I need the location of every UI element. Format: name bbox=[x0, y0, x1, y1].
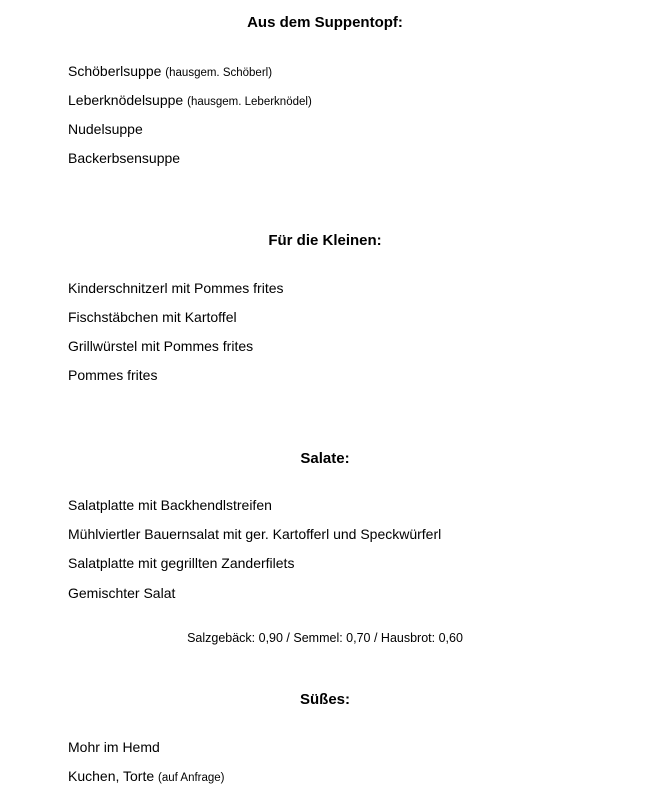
list-item bbox=[68, 584, 175, 602]
item-name: Mohr im Hemd bbox=[68, 739, 160, 755]
list-item bbox=[68, 149, 180, 167]
list-item bbox=[68, 767, 225, 787]
item-name: Mühlviertler Bauernsalat mit ger. Kartofferl und Speckwürferl bbox=[68, 526, 442, 542]
section-heading-desserts: Süßes: bbox=[299, 691, 350, 708]
item-name: Salatplatte mit Backhendlstreifen bbox=[68, 497, 272, 513]
item-name: Fischstäbchen mit Kartoffel bbox=[68, 309, 237, 325]
item-name: Backerbsensuppe bbox=[68, 150, 181, 166]
list-item bbox=[68, 554, 294, 572]
item-name: Pommes frites bbox=[68, 367, 158, 383]
item-name: Gemischter Salat bbox=[68, 585, 176, 601]
list-item bbox=[68, 91, 312, 111]
section-heading-salads: Salate: bbox=[300, 450, 350, 467]
item-name: Schöberlsuppe bbox=[68, 63, 162, 79]
item-name: Leberknödelsuppe bbox=[68, 92, 184, 108]
item-name: Nudelsuppe bbox=[68, 121, 143, 137]
section-heading-soups: Aus dem Suppentopf: bbox=[247, 14, 403, 31]
list-item bbox=[68, 62, 272, 82]
list-item bbox=[68, 120, 143, 138]
list-item bbox=[68, 337, 253, 355]
section-heading-kids: Für die Kleinen: bbox=[268, 232, 382, 249]
item-note: (hausgem. Leberknödel) bbox=[187, 96, 312, 108]
item-note: (auf Anfrage) bbox=[158, 772, 225, 784]
item-note: (hausgem. Schöberl) bbox=[165, 67, 273, 79]
list-item bbox=[68, 738, 160, 756]
list-item bbox=[68, 366, 157, 384]
item-name: Kuchen, Torte bbox=[68, 768, 155, 784]
item-name: Grillwürstel mit Pommes frites bbox=[68, 338, 254, 354]
list-item bbox=[68, 496, 272, 514]
list-item bbox=[68, 308, 237, 326]
item-name: Salatplatte mit gegrillten Zanderfilets bbox=[68, 555, 295, 571]
list-item bbox=[68, 525, 441, 543]
list-item bbox=[68, 279, 284, 297]
item-name: Kinderschnitzerl mit Pommes frites bbox=[68, 280, 284, 296]
bread-prices: Salzgebäck: 0,90 / Semmel: 0,70 / Hausbrot: 0,60 bbox=[187, 631, 463, 645]
